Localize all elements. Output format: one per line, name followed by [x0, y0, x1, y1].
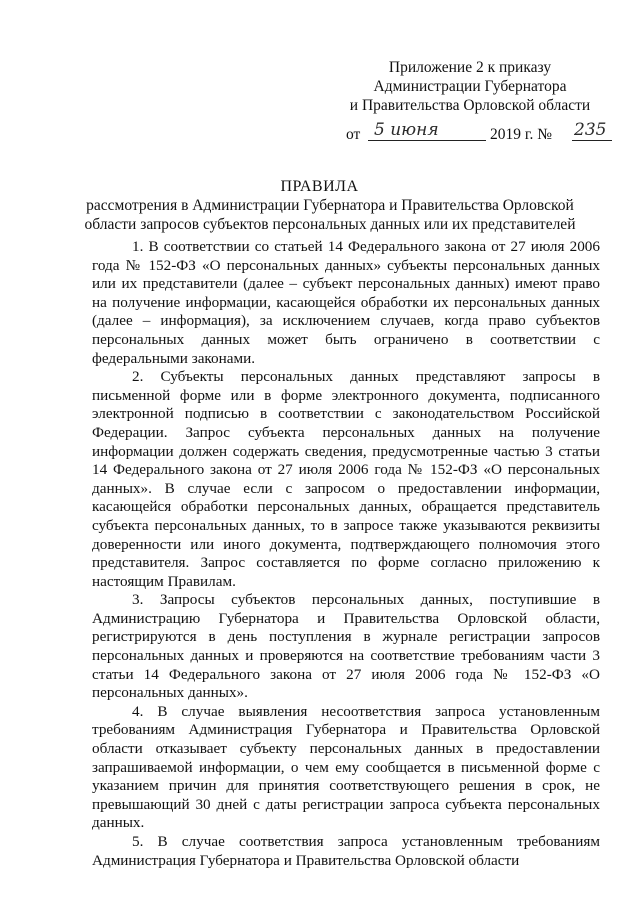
order-reference [346, 122, 616, 146]
paragraph-3: 3. Запросы субъектов персональных данных, поступившие в Администрацию Губернатора и Правительства Орловской области, регистрируются в день поступления в журнале регистрации запросов персональных данных и проверяются на соответствие требованиям части 3 статьи 14 Федерального закона от 27 июля 2006 года № 152-ФЗ «О персональных данных». [92, 591, 600, 702]
number-underline [572, 140, 612, 141]
date-underline [368, 140, 486, 141]
paragraph-5: 5. В случае соответствия запроса установленным требованиям Администрация Губернатора и Правительства Орловской области [92, 833, 600, 869]
handwritten-date [368, 122, 486, 144]
paragraph-4: 4. В случае выявления несоответствия запроса установленным требованиям Администрация Губернатора и Правительства Орловской области отказывает субъекту персональных данных в предоставлении запрашиваемой информации, о чем ему сообщается в письменной форме с указанием причин для принятия соответствующего решения в срок, не превышающий 30 дней с даты регистрации запроса субъекта персональных данных. [92, 702, 600, 832]
appendix-line: и Правительства Орловской области [349, 97, 591, 114]
handwritten-number [572, 122, 622, 144]
paragraph-2: 2. Субъекты персональных данных представляют запросы в письменной форме или в форме электронного документа, подписанного электронной подписью в соответствии с законодательством Российской Федерации. Запрос субъекта персональных данных на получение информации должен содержать сведения, предусмотренные частью 3 статьи 14 Федерального закона от 27 июля 2006 года № 152-ФЗ «О персональных данных». В случае если с запросом о предоставлении информации, касающейся обработки персональных данных, обращается представитель субъекта персональных данных, то в запросе также указываются реквизиты доверенности или иного документа, подтверждающего полномочия этого представителя. Запрос составляется по форме согласно приложению к настоящим Правилам. [92, 368, 600, 590]
paragraph-1: 1. В соответствии со статьей 14 Федерального закона от 27 июля 2006 года № 152-ФЗ «О персональных данных» субъекты персональных данных или их представители (далее – субъект персональных данных) имеют право на получение информации, касающейся обработки их персональных данных (далее – информация), за исключением случаев, когда право субъектов персональных данных может быть ограничено в соответствии с федеральными законами. [92, 238, 600, 367]
handwritten-date-text: 5 июня [374, 120, 439, 140]
document-body [92, 238, 600, 870]
document-title: ПРАВИЛА [280, 178, 359, 195]
order-year: 2019 г. № [490, 126, 553, 143]
handwritten-number-text: 235 [574, 120, 607, 140]
document-subtitle: рассмотрения в Администрации Губернатора и Правительства Орловской области запросов субъектов персональных данных или их представителей [84, 197, 576, 233]
order-prefix: от [346, 126, 361, 143]
appendix-line: Администрации Губернатора [373, 78, 567, 95]
appendix-header [340, 58, 600, 115]
appendix-line: Приложение 2 к приказу [388, 59, 552, 76]
